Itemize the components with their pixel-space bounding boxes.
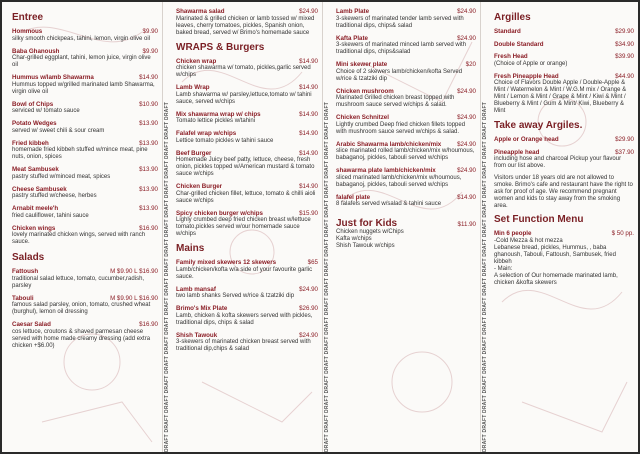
menu-item-description: cos lettuce, croutons & shaved parmesan cheese served with home made creamy dressing (add extra chicken +$6.00) [12, 328, 151, 349]
menu-item [12, 295, 158, 317]
draft-watermark: DRAFT DRAFT DRAFT DRAFT DRAFT DRAFT DRAFT DRAFT DRAFT DRAFT DRAFT DRAFT DRAFT DRAFT DRAFT DRAFT DRAFT DRAFT [482, 102, 488, 452]
menu-item-name: shawarma plate lamb/chicken/mix [336, 167, 436, 174]
menu-item [176, 150, 318, 179]
kids-line: Shish Tawouk w/chips [336, 243, 395, 249]
menu-item-description: 3-skewers of marinated minced lamb served with traditional dips, chips&salad [336, 42, 467, 55]
menu-item [494, 28, 634, 36]
menu-item-name: Falafel wrap w/chips [176, 130, 237, 137]
menu-item-name: Chicken mushroom [336, 87, 394, 95]
menu-item-price: $44.90 [615, 72, 634, 80]
menu-item [12, 140, 158, 162]
menu-item-name: Mix shawarma wrap w/ chips [176, 110, 261, 118]
menu-item [12, 120, 158, 135]
menu-item-price: $24.90 [457, 167, 476, 174]
menu-item-description: two lamb shanks Served w/rice & tzatziki dip [176, 293, 295, 299]
menu-item-price: $24.90 [299, 331, 318, 339]
salads-list [12, 268, 158, 350]
menu-item [336, 88, 476, 110]
menu-item-price: $14.90 [299, 130, 318, 137]
menu-item [176, 111, 318, 126]
set-function-line: Lebanese bread, pickles, Hummus, , baba ghanoush, Tabouli, Fattoush, Sambusek, fried kibbeh [494, 244, 616, 265]
menu-item-price: $24.90 [457, 34, 476, 42]
menu-item-description: Tomato lettice pickles w/tahini [176, 118, 256, 124]
menu-item-name: Kafta Plate [336, 34, 368, 42]
menu-item [12, 186, 158, 201]
menu-item-description: Marinated & grilled chicken or lamb tossed w/ mixed leaves, cherry tomatoes, pickles, Spanish onion, baked bread, served w/ Brimo's homemade sauce [176, 15, 315, 36]
argilles-list [494, 28, 634, 115]
menu-item-description: sliced marinated lamb/chicken/mix w/houmous, babaganoj, pickles, tabouli served w/chips [336, 174, 462, 188]
set-function-line: -Cold Mezza & hot mezza [494, 237, 563, 244]
menu-item-price: $26.90 [299, 305, 318, 312]
menu-item-price: $14.90 [299, 84, 318, 91]
menu-item-name: Cheese Sambusek [12, 185, 67, 193]
menu-item [12, 101, 158, 116]
menu-item [336, 141, 476, 163]
menu-item-description: Marinated Grilled chicken breast topped with mushroom sauce served w/chips & salad. [336, 95, 455, 108]
menu-item-name: Brimo's Mix Plate [176, 305, 228, 312]
menu-item [176, 259, 318, 281]
section-title-salads: Salads [12, 252, 45, 263]
menu-item [494, 53, 634, 68]
kids-line: Kafta w/chips [336, 236, 372, 242]
menu-item-price: $29.90 [615, 136, 634, 143]
menu-item-price: $24.90 [457, 140, 476, 148]
menu-item-price: $14.90 [299, 57, 318, 65]
menu-item-description: fried cauliflower, tahini sauce [12, 212, 89, 219]
section-title-takeaway: Take away Argiles. [494, 120, 583, 131]
menu-item [12, 268, 158, 290]
menu-item-description: Choice of Flavors Double Apple / Double-Apple & Mint / Watermelon & Mint / W.G.M mix / Orange & Mint / Lemon & Mint / Grape & Mint / Kiwi & Mint / Blueberry & Mint / Gum & Mint/ Kiwi, Blueberry & Mint [494, 80, 627, 114]
menu-item-name: Family mixed skewers 12 skewers [176, 259, 277, 266]
menu-item-description: pastry stuffed w/minced meat, spices [12, 173, 111, 180]
menu-item-name: Lamb Plate [336, 8, 370, 15]
menu-item-price: $24.90 [299, 8, 318, 15]
menu-item [176, 84, 318, 106]
plates-list [336, 8, 476, 208]
entree-list [12, 28, 158, 246]
menu-item [12, 166, 158, 181]
menu-item-name: Bowl of Chips [12, 100, 54, 108]
menu-item-price: $14.90 [299, 110, 318, 118]
menu-item-description: traditional salad lettuce, tomato, cucumber,radish, parsley [12, 275, 145, 289]
menu-item [176, 305, 318, 327]
menu-item-name: Chicken Burger [176, 183, 223, 190]
set-function-header [494, 230, 634, 238]
section-title-mains: Mains [176, 243, 205, 254]
menu-item-name: Fattoush [12, 268, 39, 275]
menu-item-name: Mini skewer plate [336, 61, 388, 68]
menu-item-name: Tabouli [12, 294, 34, 302]
set-function-name: Min 6 people [494, 230, 532, 237]
set-function-line: - Main: [494, 265, 513, 272]
menu-item [336, 8, 476, 30]
menu-item-price: $24.90 [457, 8, 476, 15]
set-function-line: A selection of Our homemade marinated lamb, chicken &kofta skewers [494, 272, 618, 286]
kids-line: Chicken nuggets w/Chips [336, 229, 404, 235]
menu-item-price: $13.90 [139, 185, 158, 193]
menu-item-description: Lightly crumbed Deep fried chicken fillets topped with mushroom sauce served w/chips & salad. [336, 121, 466, 135]
menu-item-name: Apple or Orange head [494, 136, 559, 143]
menu-item-price: $37.90 [615, 148, 634, 156]
menu-item-price: $24.90 [457, 87, 476, 95]
menu-item-price: $29.90 [615, 28, 634, 35]
section-title-wraps: WRAPS & Burgers [176, 41, 265, 53]
menu-item-description: Lamb shawarma w/ parsley,lettuce,tomato w/ tahini sauce, served w/chips [176, 91, 312, 105]
menu-item-description: served w/ sweet chili & sour cream [12, 127, 105, 134]
wraps-list [176, 58, 318, 239]
menu-item-price: $14.90 [139, 74, 158, 81]
set-function-price: $ 50 pp. [611, 230, 634, 237]
menu-item-name: Chicken wrap [176, 57, 217, 65]
menu-item-name: Lamb mansaf [176, 285, 216, 293]
menu-item [176, 286, 318, 301]
menu-item-price: $9.90 [142, 47, 158, 55]
menu-item-price: $13.90 [139, 205, 158, 212]
menu-item-name: Baba Ghanoush [12, 47, 60, 55]
takeaway-list [494, 136, 634, 170]
menu-item [494, 41, 634, 49]
menu-item-description: pastry stuffed w/cheese, herbes [12, 193, 97, 199]
menu-item-description: Lettice tomato pickles w tahini sauce [176, 137, 274, 144]
menu-item-description: (Choice of Apple or orange) [494, 60, 568, 67]
menu-item-name: Hummus w/lamb Shawarma [12, 74, 94, 81]
menu-item [336, 167, 476, 189]
menu-item-price: $16.90 [139, 321, 158, 328]
menu-item [494, 136, 634, 144]
menu-item-price: $24.90 [299, 285, 318, 293]
menu-item-name: Standard [494, 28, 521, 35]
menu-item-description: famous salad parsley, onion, tomato, crushed wheat (burghul), lemon oil dressing [12, 302, 151, 315]
menu-item-description: including hose and charcoal Pickup your flavour from our list above. [494, 156, 622, 169]
menu-item [176, 210, 318, 239]
menu-item [336, 114, 476, 136]
menu-panel-4 [480, 2, 638, 452]
menu-item-name: Double Standard [494, 40, 544, 48]
section-title-argilles: Argilles [494, 12, 531, 23]
menu-item-description: Hummus topped w/grilled marinated lamb Shawarma, virgin olive oil [12, 81, 155, 95]
menu-item [176, 58, 318, 80]
menu-item-price: $13.90 [139, 139, 158, 147]
section-title-kids: Just for Kids [336, 218, 398, 229]
menu-item-description: silky smooth chickpeas, tahini, lemon, virgin olive oil [12, 35, 151, 42]
menu-item-price: $9.90 [142, 28, 158, 35]
menu-item [12, 205, 158, 220]
kids-price: $11.90 [457, 221, 476, 228]
menu-item-name: Fresh Pineapple Head [494, 72, 559, 80]
menu-item-name: Shawarma salad [176, 8, 225, 15]
menu-item-price: M $9.90 L $16.90 [110, 294, 158, 302]
menu-item [494, 149, 634, 171]
menu-item-price: $14.90 [457, 193, 476, 201]
menu-item [176, 8, 318, 37]
menu-item-description: 3-skewers of marinated tender lamb served with traditional dips, chips& salad [336, 15, 464, 29]
menu-item-price: $24.90 [457, 114, 476, 121]
section-title-entree: Entree [12, 12, 44, 23]
mains-list [176, 259, 318, 353]
menu-item [336, 61, 476, 83]
menu-item [176, 183, 318, 205]
menu-item [12, 48, 158, 70]
menu-item-description: lovely marinated chicken wings, served with ranch sauce. [12, 232, 146, 245]
menu-item-description: Lamb, chicken & kofta skewers served with pickles, traditional dips, chips & salad [176, 312, 313, 326]
draft-watermark: DRAFT DRAFT DRAFT DRAFT DRAFT DRAFT DRAFT DRAFT DRAFT DRAFT DRAFT DRAFT DRAFT DRAFT DRAFT DRAFT DRAFT DRAFT [164, 102, 170, 452]
menu-item-price: $14.90 [299, 183, 318, 190]
menu-item-description: chicken shawarma w/ tomato, pickles,garlic served w/chips [176, 65, 311, 78]
menu-item-description: homemade fried kibbeh stuffed w/mince meat, pine nuts, onion, spices [12, 147, 148, 160]
draft-watermark: DRAFT DRAFT DRAFT DRAFT DRAFT DRAFT DRAFT DRAFT DRAFT DRAFT DRAFT DRAFT DRAFT DRAFT DRAFT DRAFT DRAFT DRAFT [324, 102, 330, 452]
menu-item-price: $20 [465, 61, 476, 68]
menu-item-price: M $9.90 L $16.90 [110, 268, 158, 275]
menu-item-description: Lighly crumbed deep fried chicken breast w/lettuce tomato,pickles served w/our homemade sauce w/chips [176, 217, 311, 237]
menu-item-description: serviced w/ tomato sauce [12, 108, 80, 114]
menu-item-name: Pineapple head [494, 148, 540, 156]
menu-item-price: $65 [307, 259, 318, 266]
menu-item-name: Fresh Head [494, 53, 528, 60]
section-title-set-function: Set Function Menu [494, 214, 584, 225]
menu-item-name: Caesar Salad [12, 321, 51, 328]
menu-item-name: Arnabit meele'h [12, 205, 59, 212]
menu-panel-3 [322, 2, 480, 452]
menu-item-price: $13.90 [139, 120, 158, 127]
menu-item-name: Arabic Shawarma lamb/chicken/mix [336, 140, 442, 148]
menu-item-name: falafel plate [336, 193, 371, 201]
menu-item-name: Beef Burger [176, 149, 212, 157]
menu-item [12, 225, 158, 247]
menu-item-price: $34.90 [615, 40, 634, 48]
menu-item-name: Chicken Schnitzel [336, 114, 389, 121]
menu-item-description: Homemade Juicy beef patty, lettuce, cheese, fresh onion, pickles topped w/American mustard & tomato sauce w/chips [176, 157, 315, 177]
menu-item-description: 3-skewers of marinated chicken breast served with traditional dip,chips & salad [176, 339, 311, 352]
menu-panel-1 [2, 2, 162, 452]
menu-item-description: Choice of 2 skewers lamb/chicken/kofta Served w/rice & tzatziki dip [336, 68, 463, 82]
kids-section [336, 218, 476, 250]
menu-item-name: Fried kibbeh [12, 139, 49, 147]
menu-item [336, 35, 476, 57]
menu-item-name: Spicy chicken burger w/chips [176, 209, 263, 217]
menu-panel-2 [162, 2, 322, 452]
menu-item-name: Chicken wings [12, 224, 56, 232]
menu-item [12, 28, 158, 43]
menu-item-description: Lamb/chicken/kofta w/a side of your favourite garlic sauce. [176, 266, 313, 280]
menu-item-description: 8 falafels served w/salad & tahini sauce [336, 201, 442, 207]
menu-item-name: Potato Wedges [12, 120, 57, 127]
menu-item [12, 74, 158, 96]
menu-item-name: Meat Sambusek [12, 166, 59, 173]
menu-item [494, 73, 634, 116]
menu-item-description: Char-grilled chicken fillet, lettuce, tomato & chilli aioli sauce w/chips [176, 190, 316, 204]
menu-item-name: Hommous [12, 28, 43, 35]
shawarma-salad-list [176, 8, 318, 37]
menu-item-name: Lamb Wrap [176, 84, 210, 91]
menu-item-name: Shish Tawouk [176, 331, 218, 339]
menu-item-price: $15.90 [299, 209, 318, 217]
menu-item-price: $39.90 [615, 53, 634, 60]
menu-item-description: Char-grilled eggplant, tahini, lemon juice, virgin olive oil [12, 55, 151, 68]
menu-item [336, 194, 476, 209]
menu-item-price: $10.90 [139, 100, 158, 108]
menu-item-price: $14.90 [299, 149, 318, 157]
menu-item-price: $16.90 [139, 224, 158, 232]
menu-item-price: $13.90 [139, 166, 158, 173]
menu-item [12, 321, 158, 350]
menu-item [176, 130, 318, 145]
menu-item-description: slice marinated rolled lamb/chicken/mix w/houmous, babaganoj, pickles, tabouli served w/chips [336, 148, 475, 161]
menu-page [2, 2, 638, 452]
age-notice: Visitors under 18 years old are not allowed to smoke. Brimo's cafe and restaurant have the right to ask for proof of age. We recommend pregnant women and kids to stay away from the smoking area. [494, 175, 633, 209]
menu-item [176, 332, 318, 354]
